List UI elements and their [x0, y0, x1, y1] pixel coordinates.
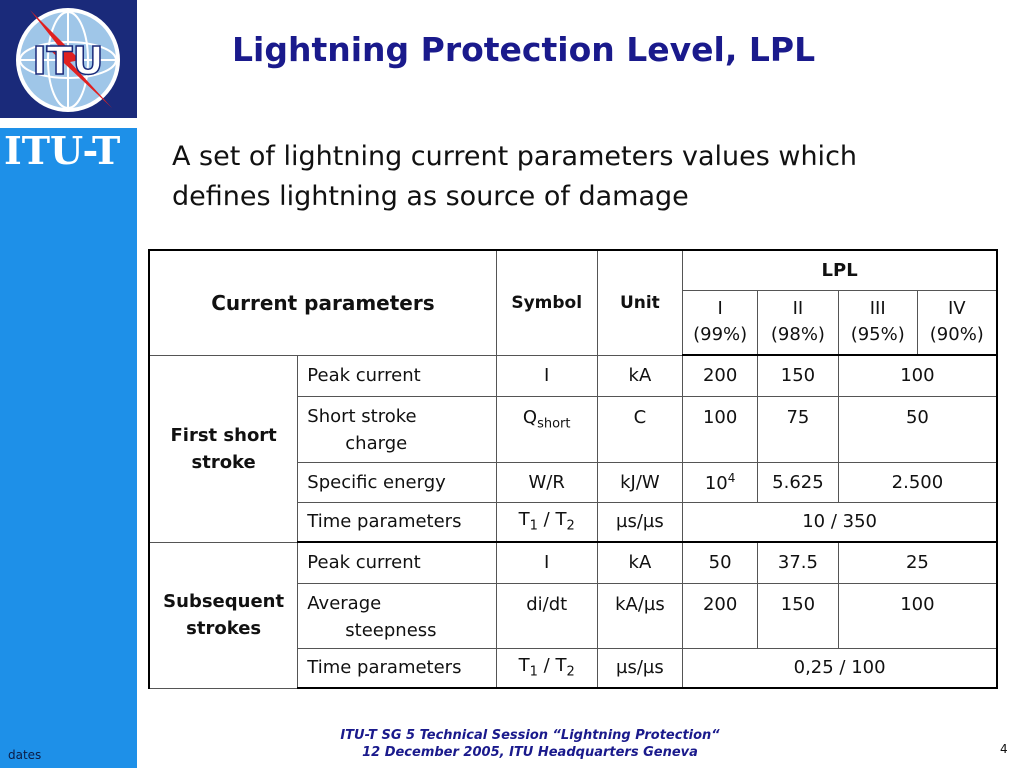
footer-line-1: ITU-T SG 5 Technical Session “Lightning Protection“ — [340, 728, 720, 743]
header-level-1 — [683, 290, 758, 355]
param-line: Short stroke — [307, 405, 417, 427]
symbol-cell: di/dt — [496, 583, 597, 648]
value-cell: 200 — [683, 355, 758, 396]
param-line: charge — [345, 432, 408, 454]
left-sidebar — [0, 0, 137, 768]
symbol-base: Q — [522, 406, 538, 428]
footer-line-2: 12 December 2005, ITU Headquarters Geneva — [362, 745, 698, 760]
level-number: I — [717, 298, 723, 320]
value-cell: 25 — [838, 542, 997, 583]
header-level-4 — [917, 290, 997, 355]
symbol-subscript: 1 — [529, 665, 538, 681]
value-cell: 75 — [758, 396, 839, 462]
header-symbol: Symbol — [496, 250, 597, 355]
level-percent: (99%) — [693, 324, 748, 346]
footer-text — [300, 727, 760, 761]
symbol-separator: / — [537, 655, 556, 677]
value-cell: 37.5 — [758, 542, 839, 583]
value-cell: 100 — [838, 583, 997, 648]
lpl-table — [148, 249, 998, 689]
symbol-cell — [496, 648, 597, 688]
subtitle-line-1: A set of lightning current parameters values which — [172, 141, 858, 172]
symbol-subscript: short — [537, 416, 571, 432]
group-first-short-stroke — [149, 355, 298, 542]
value-cell: 50 — [683, 542, 758, 583]
value-cell: 10 / 350 — [683, 502, 997, 542]
symbol-base: T — [555, 655, 567, 677]
param-cell — [298, 396, 497, 462]
level-number: III — [869, 298, 886, 320]
unit-cell: kA/µs — [597, 583, 683, 648]
value-cell: 200 — [683, 583, 758, 648]
param-line: steepness — [345, 619, 437, 641]
symbol-subscript: 2 — [566, 519, 575, 535]
value-cell: 50 — [838, 396, 997, 462]
group-label-line: strokes — [186, 618, 262, 639]
level-percent: (95%) — [850, 324, 905, 346]
symbol-separator: / — [537, 509, 556, 531]
group-label-line: Subsequent — [163, 591, 285, 612]
header-unit: Unit — [597, 250, 683, 355]
page-number: 4 — [1000, 742, 1008, 756]
symbol-cell — [496, 396, 597, 462]
value-cell: 100 — [838, 355, 997, 396]
globe-logo-icon — [0, 0, 137, 128]
symbol-cell: W/R — [496, 462, 597, 502]
value-cell: 5.625 — [758, 462, 839, 502]
slide-title: Lightning Protection Level, LPL — [232, 30, 816, 69]
header-current-parameters: Current parameters — [149, 250, 496, 355]
symbol-cell: I — [496, 355, 597, 396]
param-cell — [298, 583, 497, 648]
unit-cell: µs/µs — [597, 648, 683, 688]
unit-cell: kA — [597, 355, 683, 396]
table-row — [149, 542, 997, 583]
group-label-line: stroke — [191, 451, 256, 473]
param-cell: Specific energy — [298, 462, 497, 502]
slide-subtitle — [172, 137, 972, 217]
value-cell: 150 — [758, 583, 839, 648]
unit-cell: kA — [597, 542, 683, 583]
value-cell: 2.500 — [838, 462, 997, 502]
svg-text:ITU: ITU — [32, 39, 104, 83]
symbol-cell: I — [496, 542, 597, 583]
level-percent: (98%) — [770, 324, 825, 346]
subtitle-line-2: defines lightning as source of damage — [172, 181, 689, 212]
header-level-3 — [838, 290, 917, 355]
unit-cell: µs/µs — [597, 502, 683, 542]
symbol-cell — [496, 502, 597, 542]
param-cell: Peak current — [298, 355, 497, 396]
symbol-subscript: 2 — [566, 665, 575, 681]
level-number: II — [792, 298, 804, 320]
value-base: 10 — [704, 472, 728, 494]
param-cell: Time parameters — [298, 502, 497, 542]
itu-logo — [0, 0, 137, 128]
symbol-base: T — [555, 509, 567, 531]
value-cell: 150 — [758, 355, 839, 396]
value-cell: 100 — [683, 396, 758, 462]
value-exponent: 4 — [727, 470, 736, 485]
brand-label: ITU-T — [4, 128, 121, 173]
symbol-subscript: 1 — [529, 519, 538, 535]
unit-cell: kJ/W — [597, 462, 683, 502]
unit-cell: C — [597, 396, 683, 462]
table-row — [149, 355, 997, 396]
param-cell: Time parameters — [298, 648, 497, 688]
symbol-base: T — [518, 509, 530, 531]
header-lpl: LPL — [683, 250, 997, 290]
header-level-2 — [758, 290, 839, 355]
value-cell: 0,25 / 100 — [683, 648, 997, 688]
param-cell: Peak current — [298, 542, 497, 583]
dates-label: dates — [8, 748, 42, 762]
level-percent: (90%) — [929, 324, 984, 346]
value-cell — [683, 462, 758, 502]
group-label-line: First short — [170, 424, 277, 446]
param-line: Average — [307, 592, 382, 614]
symbol-base: T — [518, 655, 530, 677]
level-number: IV — [948, 298, 966, 320]
group-subsequent-strokes — [149, 542, 298, 688]
